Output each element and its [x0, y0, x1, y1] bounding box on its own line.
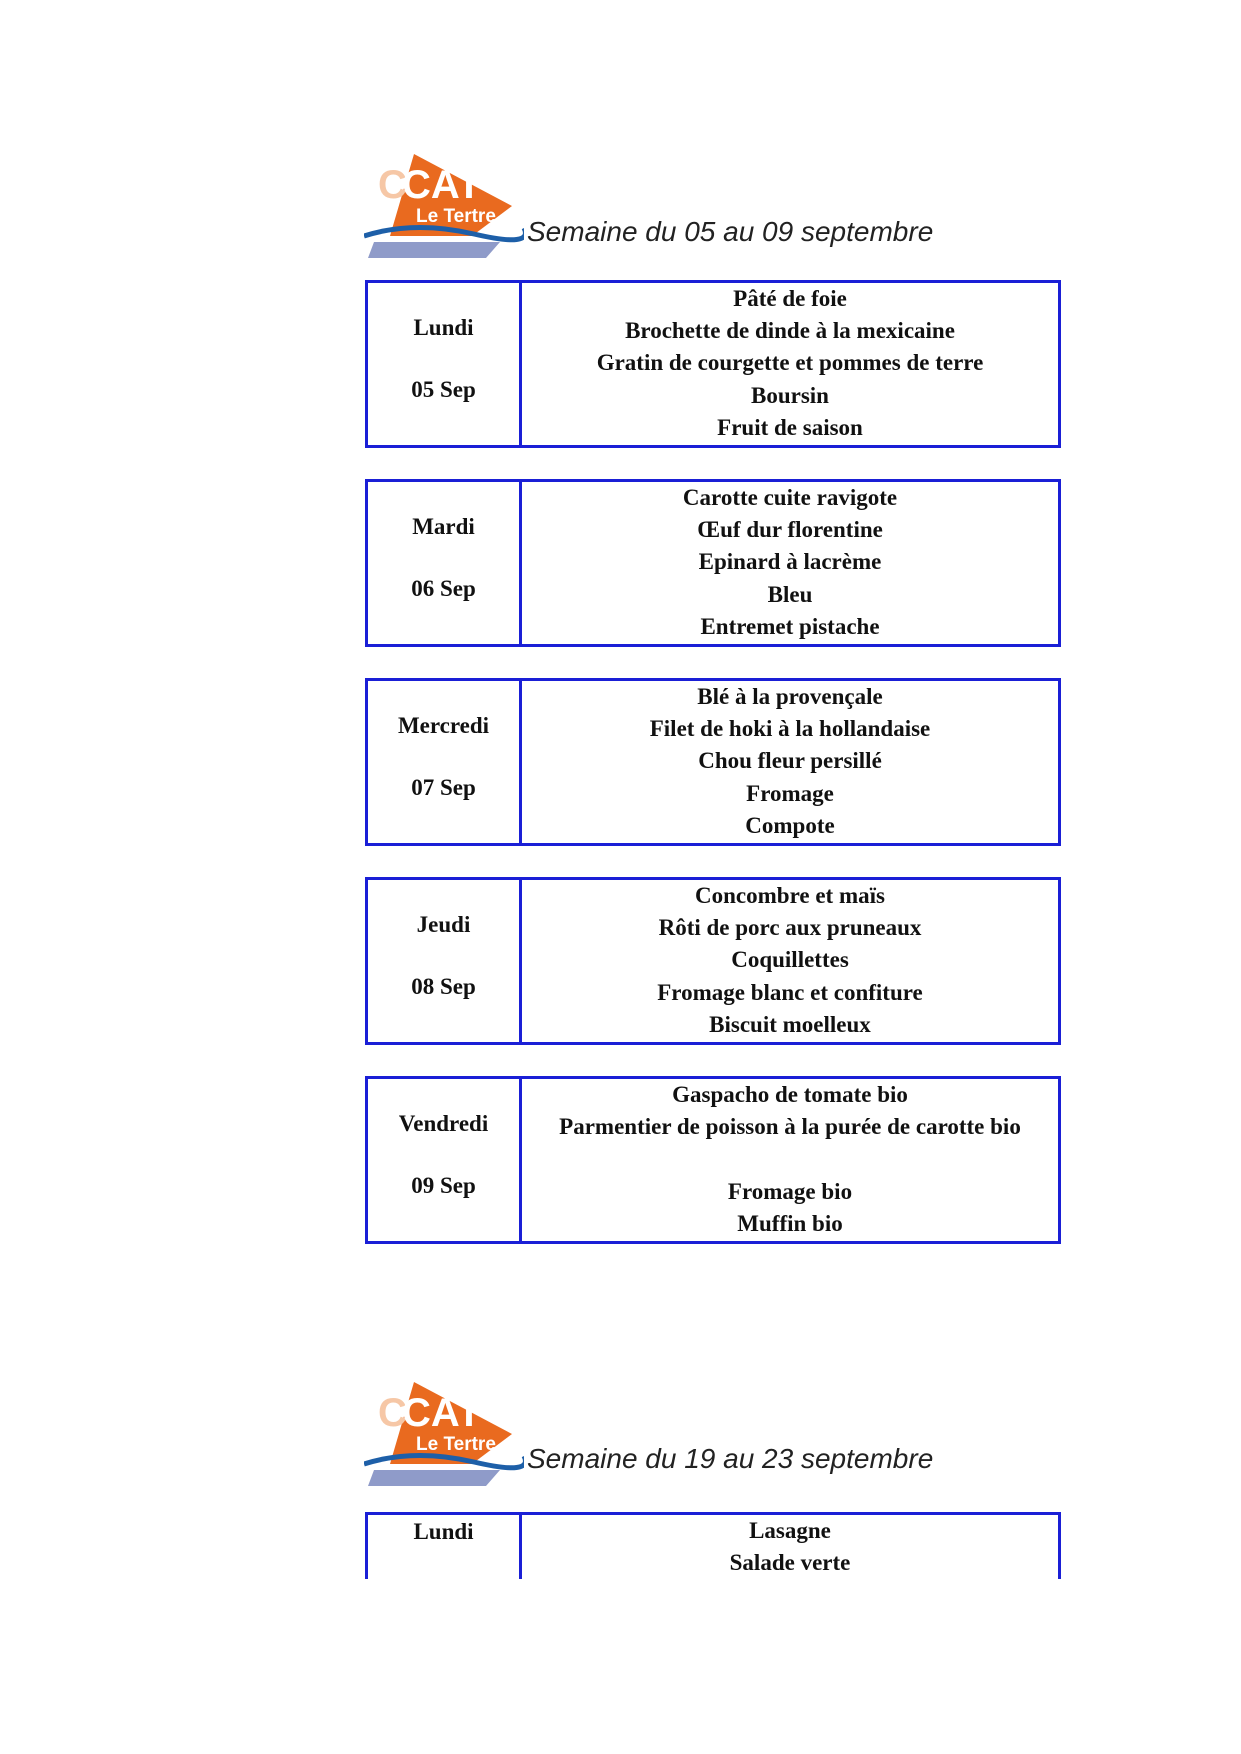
dish: Lasagne: [749, 1518, 831, 1543]
dish: Gaspacho de tomate bio: [672, 1082, 908, 1107]
dish: Brochette de dinde à la mexicaine: [625, 318, 955, 344]
day-name: Lundi: [413, 315, 474, 340]
day-menu-table: [365, 678, 1061, 846]
dish: Parmentier de poisson à la purée de carotte bio: [559, 1114, 1021, 1140]
day-menu-table: [365, 479, 1061, 647]
day-date: 09 Sep: [411, 1173, 476, 1198]
dishes-list: [522, 1515, 1058, 1579]
day-menu-table: [365, 1512, 1061, 1579]
day-name: Mercredi: [397, 713, 490, 738]
dish: Biscuit moelleux: [709, 1011, 871, 1037]
dish: Œuf dur florentine: [697, 517, 883, 543]
svg-text:C: C: [378, 163, 407, 207]
dish: Salade verte: [729, 1549, 851, 1575]
svg-text:CAT: CAT: [402, 163, 482, 207]
dish: Gratin de courgette et pommes de terre: [596, 350, 984, 376]
dish: Entremet pistache: [700, 613, 880, 639]
day-cell: [368, 482, 522, 644]
dish: Epinard à lacrème: [698, 549, 882, 575]
day-date: 08 Sep: [411, 974, 476, 999]
dish: Fromage bio: [727, 1178, 853, 1204]
day-date: 06 Sep: [411, 576, 476, 601]
dish: Bleu: [767, 581, 813, 607]
dish: Filet de hoki à la hollandaise: [649, 716, 931, 742]
week-title: Semaine du 05 au 09 septembre: [527, 216, 934, 247]
dish: Fromage blanc et confiture: [657, 979, 923, 1005]
dish: Blé à la provençale: [697, 684, 883, 709]
week-title: Semaine du 19 au 23 septembre: [527, 1443, 934, 1474]
day-cell: [368, 681, 522, 843]
dish: Fromage: [746, 780, 834, 806]
day-cell: [368, 1079, 522, 1241]
day-date: 07 Sep: [411, 775, 476, 800]
cat-le-tertre-logo: [364, 144, 524, 260]
dishes-list: [522, 283, 1058, 445]
dishes-list: [522, 681, 1058, 843]
dish: Muffin bio: [737, 1210, 843, 1236]
dish: Concombre et maïs: [695, 883, 885, 908]
day-name: Vendredi: [398, 1111, 489, 1136]
day-menu-table: [365, 877, 1061, 1045]
day-cell: [368, 1515, 522, 1579]
svg-text:C: C: [378, 1391, 407, 1435]
dishes-list: [522, 880, 1058, 1042]
svg-text:CAT: CAT: [402, 1391, 482, 1435]
dish: Compote: [745, 812, 835, 838]
dish: Pâté de foie: [733, 286, 847, 311]
day-name: Mardi: [412, 514, 475, 539]
day-name: Jeudi: [416, 912, 471, 937]
dish: Chou fleur persillé: [698, 748, 882, 774]
day-date: 05 Sep: [411, 377, 476, 402]
day-cell: [368, 283, 522, 445]
day-menu-table: [365, 1076, 1061, 1244]
dish: Carotte cuite ravigote: [682, 485, 898, 510]
dish: Fruit de saison: [717, 414, 863, 440]
svg-text:Le Tertre: Le Tertre: [416, 1434, 496, 1455]
dish: Boursin: [751, 382, 829, 408]
dishes-list: [522, 1079, 1058, 1241]
day-name: Lundi: [413, 1519, 474, 1544]
day-menu-table: [365, 280, 1061, 448]
dishes-list: [522, 482, 1058, 644]
dish: Rôti de porc aux pruneaux: [658, 915, 922, 941]
day-cell: [368, 880, 522, 1042]
cat-le-tertre-logo: [364, 1372, 524, 1488]
svg-text:Le Tertre: Le Tertre: [416, 206, 496, 227]
dish: Coquillettes: [731, 947, 849, 973]
